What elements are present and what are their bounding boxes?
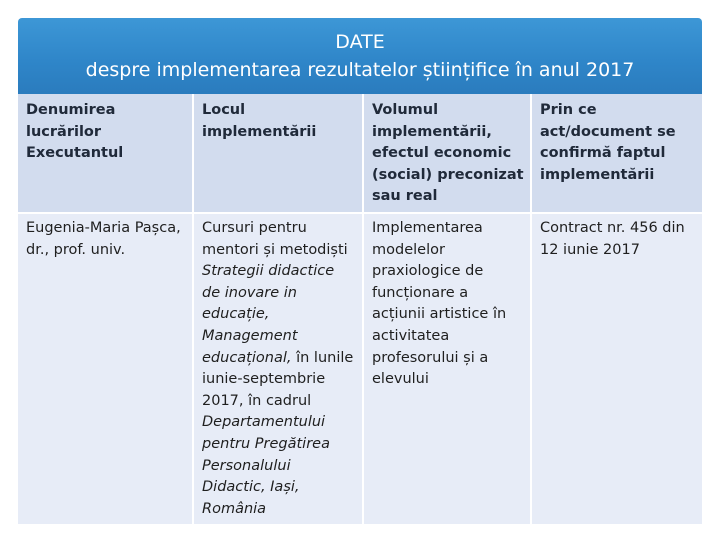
cell-implementation-place <box>193 213 363 524</box>
header-implementation-volume: Volumul implementării, efectul economic (social) preconizat sau real <box>363 94 531 213</box>
header-confirming-document: Prin ce act/document se confirmă faptul implementării <box>531 94 702 213</box>
implementation-table-container <box>18 94 702 520</box>
header-implementation-place: Locul implementării <box>193 94 363 213</box>
implementation-table <box>18 94 702 524</box>
place-italic-2: Management educațional, <box>202 327 298 366</box>
cell-confirming-document: Contract nr. 456 din 12 iunie 2017 <box>540 219 685 258</box>
header-work-executant: Denumirea lucrărilor Executantul <box>18 94 193 213</box>
place-text-1: Cursuri pentru mentori și metodiști <box>202 219 348 258</box>
title-line-2: despre implementarea rezultatelor științifice în anul 2017 <box>85 59 635 81</box>
title-banner <box>18 18 702 96</box>
table-header-row <box>18 94 702 213</box>
cell-implementation-volume: Implementarea modelelor praxiologice de funcționare a acțiunii artistice în activitatea profesorului și a elevului <box>363 213 531 524</box>
place-text-2: în lunile iunie-septembrie 2017, în cadrul <box>202 349 354 409</box>
place-italic-3: Departamentului pentru Pregătirea Personalului Didactic, Iași, România <box>202 414 330 517</box>
place-italic-1: Strategii didactice de inovare in educație, <box>202 263 335 323</box>
title-line-1: DATE <box>335 31 385 53</box>
table-row <box>18 213 702 524</box>
cell-executant: Eugenia-Maria Pașca, dr., prof. univ. <box>18 213 193 524</box>
